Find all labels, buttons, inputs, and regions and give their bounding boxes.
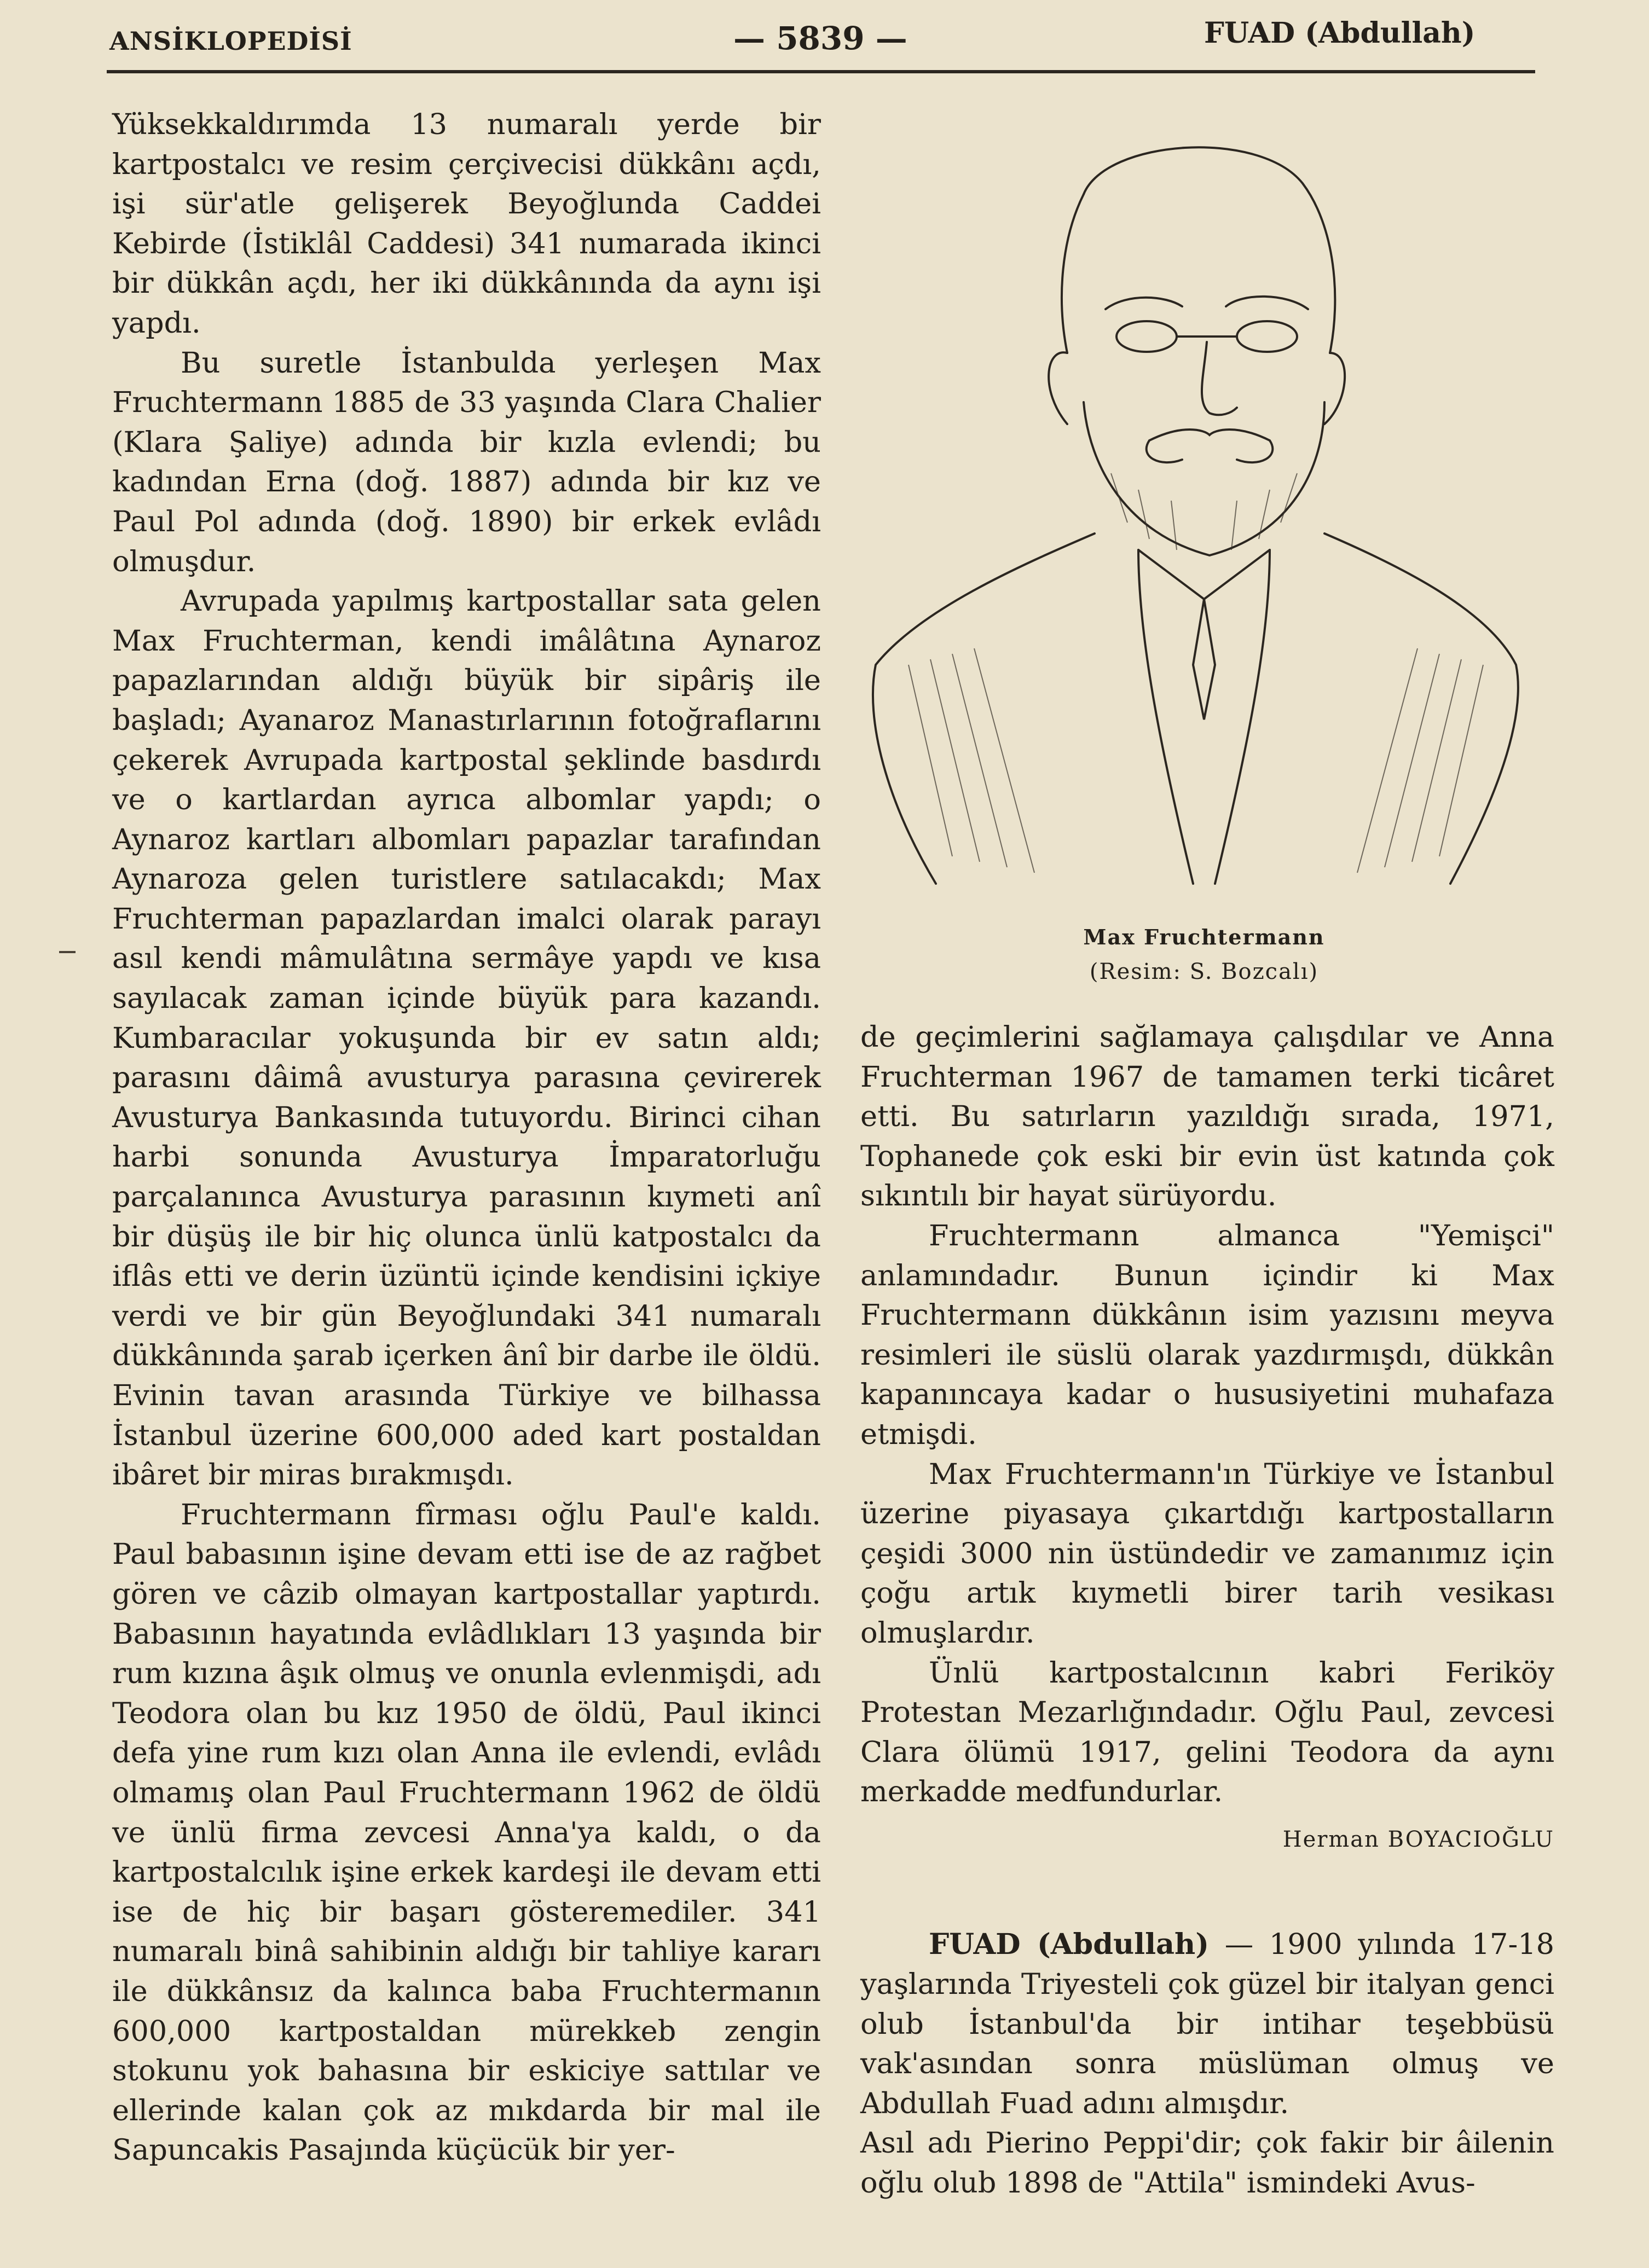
entry-headword: FUAD (Abdullah) xyxy=(929,1928,1210,1962)
right-paragraph-1: de geçimlerini sağlamaya çalışdılar ve Anna Fruchterman 1967 de tamamen terki ticâret etti. Bu satırların yazıldığı sırada, 1971, Tophanede çok eski bir evin üst katında çok sıkıntılı bir hayat sürüyordu. xyxy=(860,1020,1554,1213)
right-paragraph-4: Ünlü kartpostalcının kabri Feriköy Protestan Mezarlığındadır. Oğlu Paul, zevcesi Clara ölümü 1917, gelini Teodora da aynı merkadde medfundurlar. xyxy=(860,1656,1554,1809)
right-paragraph-3: Max Fruchtermann'ın Türkiye ve İstanbul üzerine piyasaya çıkartdığı kartpostalların çeşidi 3000 nin üstündedir ve zamanımız için çoğu artık kıymetli birer tarih vesikası olmuşlardır. xyxy=(860,1457,1554,1650)
right-column xyxy=(860,1018,1554,2203)
entry-text-1: — 1900 yılında 17-18 yaşlarında Triyesteli çok güzel bir italyan genci olub İstanbul'da bir intihar teşebbüsü vak'asından sonra müslüman olmuş ve Abdullah Fuad adını almışdır. xyxy=(860,1928,1554,2120)
left-paragraph-3: Avrupada yapılmış kartpostallar sata gelen Max Fruchterman, kendi imâlâtına Aynaroz papazlarından aldığı büyük bir sipâriş ile başladı; Ayanaroz Manastırlarının fotoğraflarını çekerek Avrupada kartpostal şeklinde basdırdı ve o kartlardan ayrıca albomlar yapdı; o Aynaroz kartları albomları papazlar tarafından Aynaroza gelen turistlere satılacakdı; Max Fruchterman papazlardan imalci olarak parayı asıl kendi mâmulâtına sermâye yapdı ve kısa sayılacak zaman içinde büyük para kazandı. Kumbaracılar yokuşunda bir ev satın aldı; parasını dâimâ avusturya parasına çevirerek Avusturya Bankasında tutuyordu. Birinci cihan harbi sonunda Avusturya İmparatorluğu parçalanınca Avusturya parasının kıymeti anî bir düşüş ile bir hiç olunca ünlü katpostalcı da iflâs etti ve derin üzüntü içinde kendisini içkiye verdi ve bir gün Beyoğlundaki 341 numaralı dükkânında şarab içerken ânî bir darbe ile öldü. Evinin tavan arasında Türkiye ve bilhassa İstanbul üzerine 600,000 aded kart postaldan ibâret bir miras bırakmışdı. xyxy=(112,584,821,1492)
margin-mark xyxy=(59,951,76,953)
header-rule xyxy=(107,70,1535,73)
figure-caption xyxy=(909,925,1500,984)
caption-credit: (Resim: S. Bozcalı) xyxy=(1089,959,1319,984)
left-paragraph-4: Fruchtermann fîrması oğlu Paul'e kaldı. Paul babasının işine devam etti ise de az rağbet gören ve câzib olmayan kartpostallar yaptırdı. Babasının hayatında evlâdlıkları 13 yaşında bir rum kızına âşık olmuş ve onunla evlenmişdi, adı Teodora olan bu kız 1950 de öldü, Paul ikinci defa yine rum kızı olan Anna ile evlendi, evlâdı olmamış olan Paul Fruchtermann 1962 de öldü ve ünlü firma zevcesi Anna'ya kaldı, o da kartpostalcılık işine erkek kardeşi ile devam etti ise de hiç bir başarı gösteremediler. 341 numaralı binâ sahibinin aldığı bir tahliye kararı ile dükkânsız da kalınca baba Fruchtermanın 600,000 kartpostaldan mürekkeb zengin stokunu yok bahasına bir eskiciye sattılar ve ellerinde kalan çok az mıkdarda bir mal ile Sapuncakis Pasajında küçücük bir yer- xyxy=(112,1498,821,2167)
entry-paragraph-2: Asıl adı Pierino Peppi'dir; çok fakir bir âilenin oğlu olub 1898 de "Attila" ismindeki Avus- xyxy=(860,2126,1554,2200)
entry-separator xyxy=(860,1859,1554,1925)
running-head-right: FUAD (Abdullah) xyxy=(1204,16,1476,50)
left-paragraph-2: Bu suretle İstanbulda yerleşen Max Fruchtermann 1885 de 33 yaşında Clara Chalier (Klara Şaliye) adında bir kızla evlendi; bu kadından Erna (doğ. 1887) adında bir kız ve Paul Pol adında (doğ. 1890) bir erkek evlâdı olmuşdur. xyxy=(112,346,821,578)
caption-title: Max Fruchtermann xyxy=(1083,925,1325,949)
author-signature: Herman BOYACIOĞLU xyxy=(1282,1826,1554,1852)
running-head-left: ANSİKLOPEDİSİ xyxy=(109,26,352,56)
left-column xyxy=(112,105,821,2171)
entry-paragraph-1 xyxy=(860,1925,1554,2124)
left-paragraph-1: Yüksekkaldırımda 13 numaralı yerde bir kartpostalcı ve resim çerçivecisi dükkânı açdı, işi sür'atle gelişerek Beyoğlunda Caddei Kebirde (İstiklâl Caddesi) 341 numarada ikinci bir dükkân açdı, her iki dükkânında da aynı işi yapdı. xyxy=(112,108,821,340)
page-number: — 5839 — xyxy=(733,20,907,57)
portrait-drawing xyxy=(854,118,1530,889)
right-paragraph-2: Fruchtermann almanca "Yemişci" anlamındadır. Bunun içindir ki Max Fruchtermann dükkânın isim yazısını meyva resimleri ile süslü olarak yazdırmışdı, dükkân kapanıncaya kadar o hususiyetini muhafaza etmişdi. xyxy=(860,1219,1554,1451)
